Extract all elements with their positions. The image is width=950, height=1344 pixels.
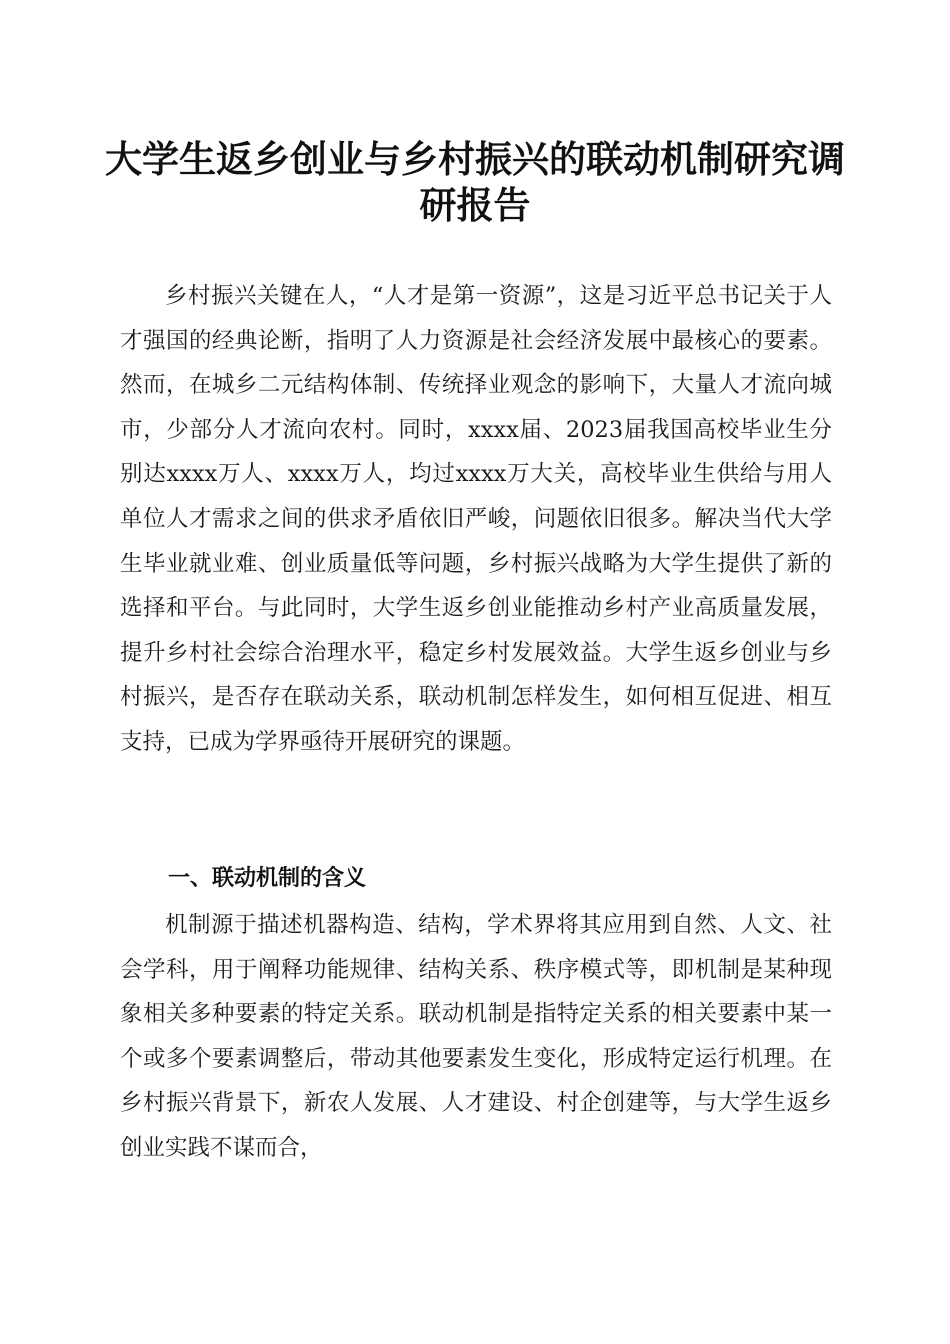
section-paragraph: 机制源于描述机器构造、结构，学术界将其应用到自然、人文、社会学科，用于阐释功能规律、结构关系、秩序模式等，即机制是某种现象相关多种要素的特定关系。联动机制是指特定关系的相关要素中某一个或多个要素调整后，带动其他要素发生变化，形成特定运行机理。在乡村振兴背景下，新农人发展、人才建设、村企创建等，与大学生返乡创业实践不谋而合， (120, 912, 832, 1161)
intro-paragraph: 乡村振兴关键在人，“人才是第一资源”，这是习近平总书记关于人才强国的经典论断，指明了人力资源是社会经济发展中最核心的要素。然而，在城乡二元结构体制、传统择业观念的影响下，大量人才流向城市，少部分人才流向农村。同时，xxxx届、2023届我国高校毕业生分别达xxxx万人、xxxx万人，均过xxxx万大关，高校毕业生供给与用人单位人才需求之间的供求矛盾依旧严峻，问题依旧很多。解决当代大学生毕业就业难、创业质量低等问题，乡村振兴战略为大学生提供了新的选择和平台。与此同时，大学生返乡创业能推动乡村产业高质量发展，提升乡村社会综合治理水平，稳定乡村发展效益。大学生返乡创业与乡村振兴，是否存在联动关系，联动机制怎样发生，如何相互促进、相互支持，已成为学界亟待开展研究的课题。 (120, 283, 832, 755)
section-heading: 一、联动机制的含义 (168, 866, 367, 891)
document-title: 大学生返乡创业与乡村振兴的联动机制研究调研报告 (105, 137, 845, 227)
